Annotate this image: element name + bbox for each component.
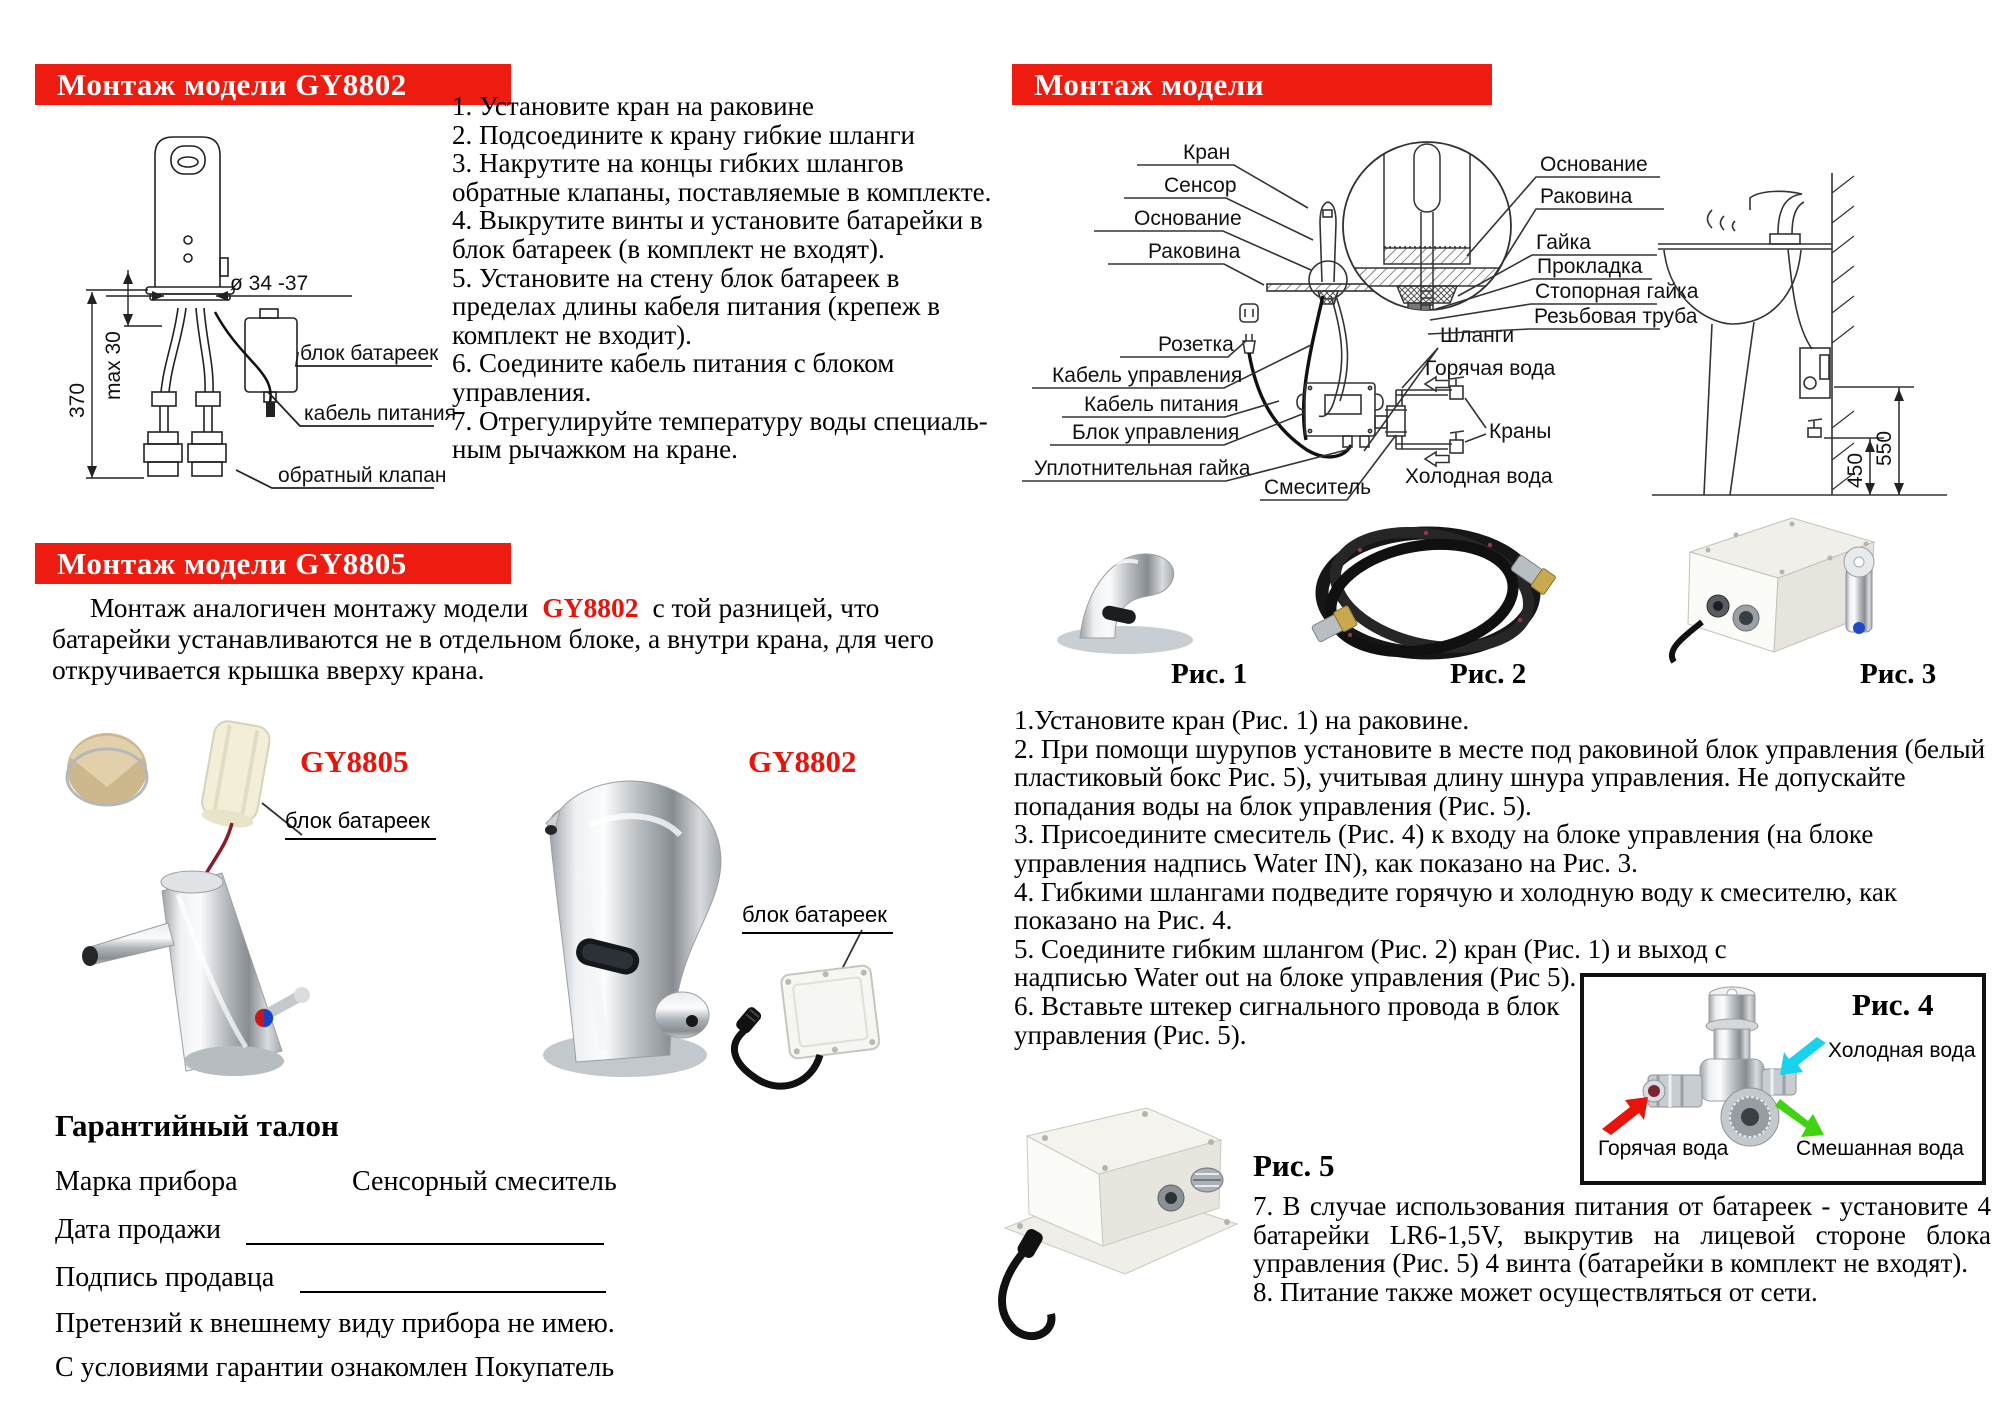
inset-label-nut: Гайка bbox=[1536, 231, 1591, 254]
step: 1. Установите кран на раковине bbox=[452, 91, 814, 121]
figures-photos bbox=[1030, 510, 1990, 665]
fig5-control-box-photo bbox=[975, 1078, 1265, 1348]
fig4-caption: Рис. 4 bbox=[1852, 987, 1934, 1022]
dim-550: 550 bbox=[1873, 430, 1896, 466]
label-hoses: Шланги bbox=[1440, 324, 1515, 347]
banner-montage: Монтаж модели bbox=[1012, 64, 1492, 105]
inset-label-lock-nut: Стопорная гайка bbox=[1535, 280, 1699, 303]
step: 2. Подсоедините к крану гибкие шланги bbox=[452, 119, 915, 150]
steps-gy8802 bbox=[452, 92, 1000, 464]
photo-gy8805 bbox=[50, 695, 480, 1110]
step: 8. Питание также может осуществляться от сети. bbox=[1253, 1276, 1818, 1307]
fig4-panel bbox=[1580, 973, 1986, 1185]
label-seal-nut: Уплотнительная гайка bbox=[1034, 457, 1251, 480]
label-power-cable: кабель питания bbox=[304, 402, 456, 425]
label-socket: Розетка bbox=[1158, 333, 1234, 356]
banner-gy8802: Монтаж модели GY8802 bbox=[35, 64, 511, 105]
para-text: с той разницей, что батарейки устанавливаются не в отдельном блоке, а внутри крана, для чего откручивается крышка вверху крана. bbox=[52, 592, 934, 685]
inset-label-base: Основание bbox=[1540, 153, 1648, 176]
inset-label-gasket: Прокладка bbox=[1537, 255, 1643, 278]
battery-label-gy8805: блок батареек bbox=[285, 808, 436, 840]
steps-power bbox=[1253, 1192, 1991, 1306]
label-sensor: Сенсор bbox=[1164, 174, 1237, 197]
step: 3. Присоедините смеситель (Рис. 4) к входу на блоке управления (на блоке управления надпись Water IN), как показано на Рис. 3. bbox=[1014, 819, 1874, 878]
label-taps: Краны bbox=[1489, 420, 1552, 443]
step: 4. Гибкими шлангами подведите горячую и холодную воду к смесителю, как показано на Рис. 4. bbox=[1014, 876, 1897, 936]
warranty-date-line bbox=[246, 1243, 604, 1245]
warranty-brand-value: Сенсорный смеситель bbox=[352, 1166, 617, 1197]
warranty-brand-label: Марка прибора bbox=[55, 1166, 238, 1197]
warranty-date-label: Дата продажи bbox=[55, 1214, 221, 1245]
fig1-caption: Рис. 1 bbox=[1171, 658, 1248, 690]
label-cold-water: Холодная вода bbox=[1405, 465, 1553, 488]
step: 1.Установите кран (Рис. 1) на раковине. bbox=[1014, 705, 1470, 735]
inset-label-sink: Раковина bbox=[1540, 185, 1633, 208]
diagram-gy8802 bbox=[40, 100, 460, 502]
fig4-hot-label: Горячая вода bbox=[1598, 1137, 1729, 1160]
label-base: Основание bbox=[1134, 207, 1242, 230]
diagram-installation bbox=[1012, 98, 1990, 538]
step: 6. Вставьте штекер сигнального провода в блок управления (Рис. 5). bbox=[1014, 990, 1560, 1050]
label-control-cable: Кабель управления bbox=[1052, 364, 1243, 387]
fig2-caption: Рис. 2 bbox=[1450, 658, 1527, 690]
label-control-unit: Блок управления bbox=[1072, 421, 1240, 444]
paragraph-gy8805 bbox=[52, 592, 994, 685]
inset-label-threaded-pipe: Резьбовая труба bbox=[1534, 305, 1698, 328]
step: 7. В случае использования питания от батареек - установите 4 батарейки LR6-1,5V, выкрутив на лицевой стороне блока управления (Рис. 5) 4 винта (батарейки в комплект не входят). bbox=[1253, 1191, 1991, 1279]
step: 3. Накрутите на концы гибких шлангов обратные клапаны, поставляемые в комплекте. bbox=[452, 148, 992, 207]
step: 5. Соедините гибким шлангом (Рис. 2) кран (Рис. 1) и выход с надписью Water out на блоке управления (Рис 5). bbox=[1014, 933, 1727, 993]
warranty-title: Гарантийный талон bbox=[55, 1108, 339, 1143]
dim-diameter: ø 34 -37 bbox=[230, 272, 309, 295]
fig5-caption: Рис. 5 bbox=[1253, 1148, 1335, 1183]
label-hot-water: Горячая вода bbox=[1425, 357, 1556, 380]
label-check-valve: обратный клапан bbox=[278, 464, 447, 487]
warranty-sign-line bbox=[300, 1291, 606, 1293]
step: 7. Отрегулируйте температуру воды специаль-ным рычажком на кране. bbox=[452, 405, 988, 465]
step: 5. Установите на стену блок батареек в пределах длины кабеля питания (крепеж в комплект не входит). bbox=[452, 262, 940, 350]
warranty-sign-label: Подпись продавца bbox=[55, 1262, 275, 1293]
label-power-cable: Кабель питания bbox=[1084, 393, 1239, 416]
label-sink: Раковина bbox=[1148, 240, 1241, 263]
step: 2. При помощи шурупов установите в месте под раковиной блок управления (белый пластиковый бокс Рис. 5), учитывая длину шнура управления. Не допускайте попадания воды на блок управления (Рис. 5). bbox=[1014, 733, 1986, 821]
label-faucet: Кран bbox=[1183, 141, 1231, 164]
model-ref: GY8802 bbox=[542, 592, 639, 623]
step: 6. Соедините кабель питания с блоком управления. bbox=[452, 348, 895, 407]
warranty-claims: Претензий к внешнему виду прибора не имею. bbox=[55, 1308, 615, 1339]
battery-label-gy8802: блок батареек bbox=[742, 902, 893, 934]
fig3-caption: Рис. 3 bbox=[1860, 658, 1937, 690]
fig4-mixed-label: Смешанная вода bbox=[1796, 1137, 1964, 1160]
para-text: Монтаж аналогичен монтажу модели bbox=[90, 592, 529, 623]
banner-gy8805: Монтаж модели GY8805 bbox=[35, 543, 511, 584]
dim-max30: max 30 bbox=[102, 331, 125, 400]
label-battery-block: блок батареек bbox=[300, 342, 439, 365]
step: 4. Выкрутите винты и установите батарейки в блок батареек (в комплект не входят). bbox=[452, 205, 983, 264]
fig4-cold-label: Холодная вода bbox=[1828, 1039, 1976, 1062]
dim-450: 450 bbox=[1844, 452, 1867, 488]
model-label-gy8805: GY8805 bbox=[300, 744, 409, 779]
model-label-gy8802: GY8802 bbox=[748, 744, 857, 779]
dim-370: 370 bbox=[66, 382, 89, 418]
warranty-agree: С условиями гарантии ознакомлен Покупатель bbox=[55, 1352, 615, 1383]
label-mixer: Смеситель bbox=[1264, 476, 1372, 499]
